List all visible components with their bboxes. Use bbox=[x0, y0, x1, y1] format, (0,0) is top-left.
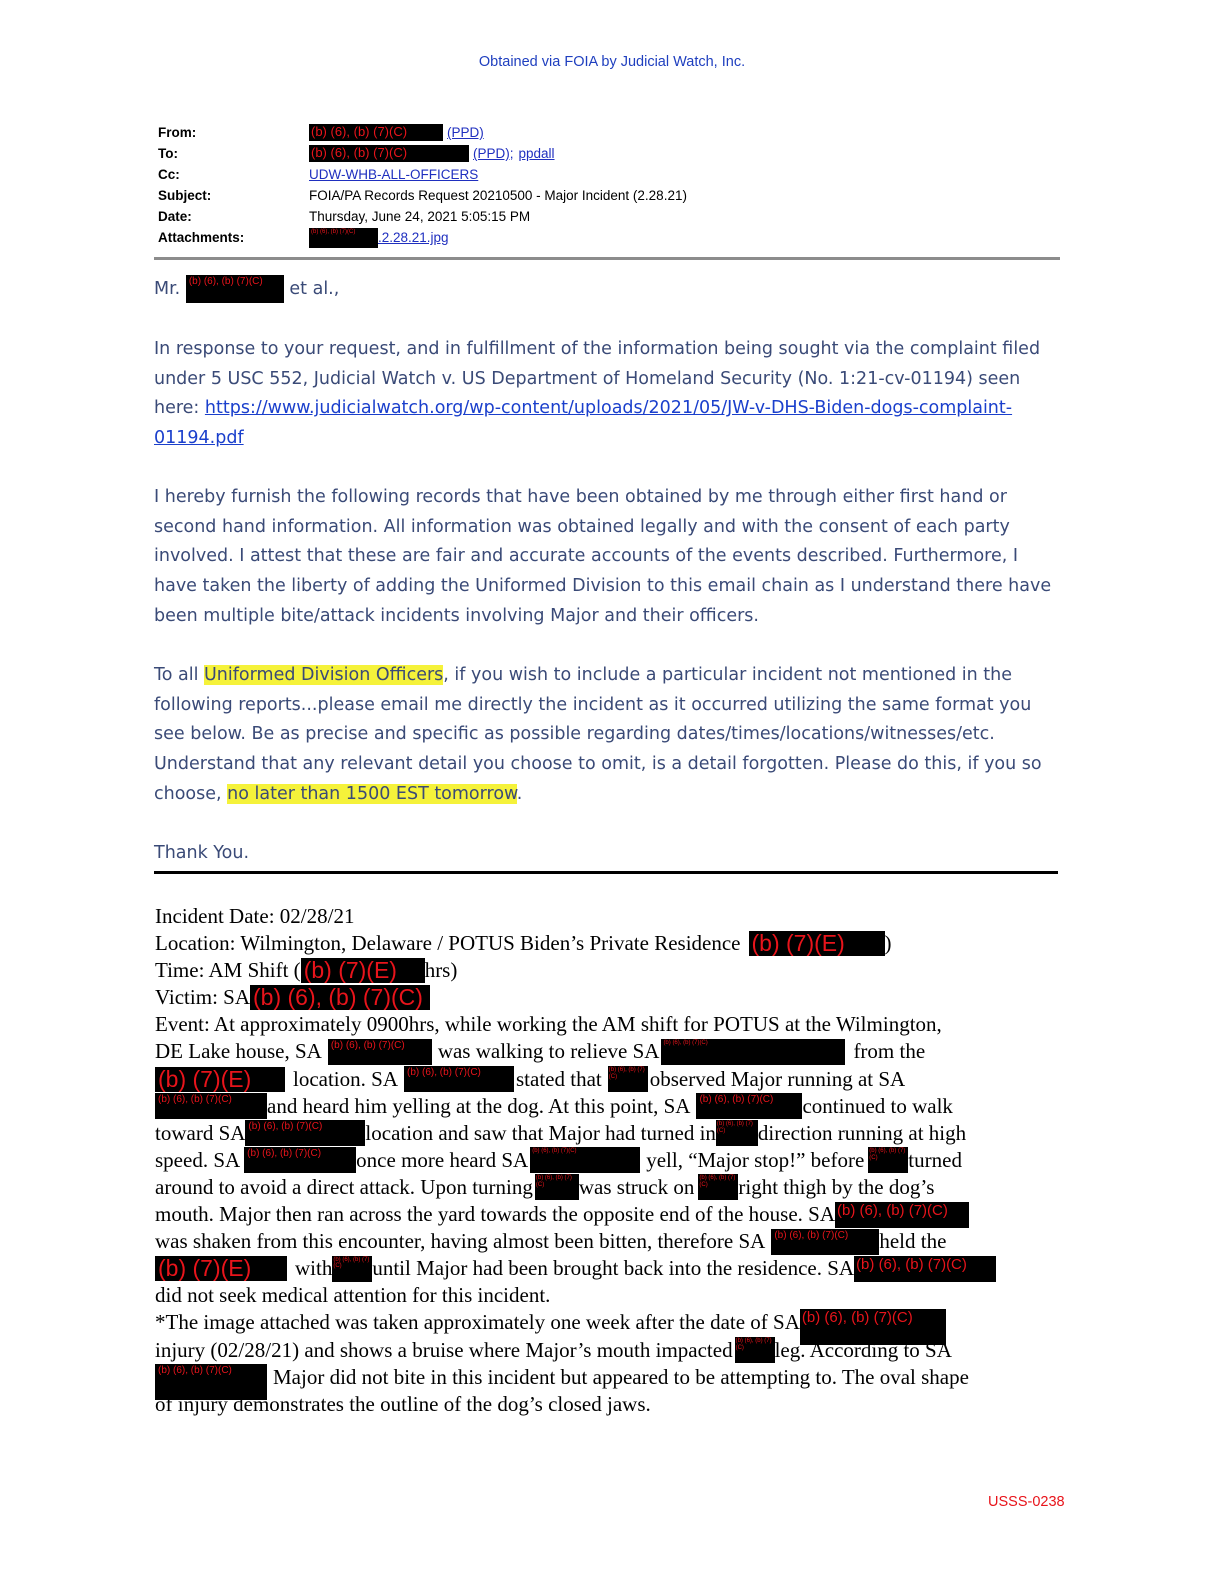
redaction-box: (b) (6), (b) (7)(C) bbox=[771, 1229, 879, 1255]
redaction-box: (b) (6), (b) (7)(C) bbox=[800, 1309, 946, 1345]
incident-event-text: yell, “Major stop!” before bbox=[646, 1147, 865, 1172]
highlight-uniformed-division: Uniformed Division Officers bbox=[204, 665, 444, 685]
foia-banner: Obtained via FOIA by Judicial Watch, Inc. bbox=[478, 54, 746, 70]
incident-event-text: turned bbox=[908, 1147, 962, 1172]
redaction-box: (b) (6), (b) (7)(C) bbox=[244, 1147, 356, 1173]
incident-note-text: of injury demonstrates the outline of the dog’s closed jaws. bbox=[155, 1391, 651, 1416]
from-address-link[interactable]: (PPD) bbox=[447, 125, 484, 140]
incident-event-text: direction running at high bbox=[757, 1120, 967, 1145]
subject-value: FOIA/PA Records Request 20210500 - Major Incident (2.28.21) bbox=[309, 188, 687, 203]
incident-event-text: toward SA bbox=[155, 1120, 246, 1145]
redaction-box: (b) (6), (b) (7)(C) bbox=[698, 1174, 738, 1200]
redaction-box: (b) (6), (b) (7)(C) bbox=[309, 124, 443, 141]
incident-line bbox=[155, 930, 1070, 957]
greeting bbox=[154, 275, 1064, 305]
redaction-box: (b) (6), (b) (7)(C) bbox=[328, 1039, 432, 1065]
incident-line bbox=[155, 1011, 1070, 1038]
redaction-box: (b) (6), (b) (7)(C) bbox=[868, 1147, 908, 1173]
paragraph-records: I hereby furnish the following records that have been obtained by me through either first hand or second hand information. All information was obtained legally and with the consent of each party involved. I attest that these are fair and accurate accounts of the events described. Furthermore, I have taken the liberty of adding the Uniformed Division to this email chain as I understand there have been multiple bite/attack incidents involving Major and their officers. bbox=[154, 487, 1052, 626]
redaction-box: (b) (6), (b) (7)(C) bbox=[835, 1202, 969, 1228]
incident-line bbox=[155, 957, 1070, 984]
redaction-box: (b) (6), (b) (7)(C) bbox=[530, 1147, 640, 1173]
cc-label: Cc: bbox=[158, 167, 180, 182]
incident-line bbox=[155, 1093, 1070, 1120]
incident-line bbox=[155, 1282, 1070, 1309]
incident-event-text: speed. SA bbox=[155, 1147, 241, 1172]
p3-text-a: To all bbox=[154, 665, 204, 685]
incident-line bbox=[155, 1147, 1070, 1174]
cc-link[interactable]: UDW-WHB-ALL-OFFICERS bbox=[309, 167, 479, 182]
email-header bbox=[158, 122, 1058, 248]
redaction-box: (b) (7)(E) bbox=[301, 958, 425, 983]
redaction-box: (b) (6), (b) (7)(C) bbox=[854, 1256, 996, 1282]
incident-event-text: location. SA bbox=[293, 1066, 398, 1091]
incident-event-text: around to avoid a direct attack. Upon turning bbox=[155, 1174, 533, 1199]
incident-event-text: Event: At approximately 0900hrs, while working the AM shift for POTUS at the Wilmington, bbox=[155, 1012, 942, 1037]
incident-line bbox=[155, 1391, 1070, 1418]
incident-location: Location: Wilmington, Delaware / POTUS Biden’s Private Residence bbox=[155, 931, 741, 956]
redaction-box: (b) (6), (b) (7)(C) bbox=[696, 1093, 802, 1119]
incident-line bbox=[155, 984, 1070, 1011]
incident-date: Incident Date: 02/28/21 bbox=[155, 904, 355, 928]
incident-event-text: once more heard SA bbox=[356, 1147, 529, 1172]
incident-location-end: ) bbox=[884, 931, 892, 956]
incident-line bbox=[155, 1120, 1070, 1147]
incident-event-text: mouth. Major then ran across the yard towards the opposite end of the house. SA bbox=[155, 1202, 836, 1227]
redaction-box: (b) (6), (b) (7)(C) bbox=[608, 1066, 648, 1092]
from-label: From: bbox=[158, 125, 197, 140]
to-row bbox=[158, 143, 1058, 164]
incident-note-text: Major did not bite in this incident but appeared to be attempting to. The oval shape bbox=[273, 1364, 969, 1389]
from-row bbox=[158, 122, 1058, 143]
incident-event-text: and heard him yelling at the dog. At this point, SA bbox=[267, 1093, 691, 1118]
subject-row bbox=[158, 185, 1058, 206]
incident-line bbox=[155, 903, 1070, 930]
incident-event-text: was struck on bbox=[578, 1174, 695, 1199]
redaction-box: (b) (6), (b) (7)(C) bbox=[245, 1120, 365, 1146]
sign-off: Thank You. bbox=[154, 843, 250, 863]
incident-line bbox=[155, 1255, 1070, 1282]
greeting-end: et al., bbox=[289, 279, 340, 299]
redaction-box: (b) (6), (b) (7)(C) bbox=[309, 228, 378, 248]
incident-line bbox=[155, 1174, 1070, 1201]
redaction-box: (b) (6), (b) (7)(C) bbox=[735, 1337, 775, 1363]
to-ppdall-link[interactable]: ppdall bbox=[518, 146, 555, 161]
subject-label: Subject: bbox=[158, 188, 212, 203]
highlight-deadline: no later than 1500 EST tomorrow bbox=[227, 783, 517, 804]
paragraph-request-text: In response to your request, and in fulfillment of the information being sought via the complaint filed under 5 USC 552, Judicial Watch v. US Department of Homeland Security (No. 1:21-cv-01194) seen here: bbox=[154, 339, 1041, 419]
to-address-link[interactable]: (PPD); bbox=[473, 146, 514, 161]
body-divider bbox=[154, 871, 1058, 874]
incident-event-text: location and saw that Major had turned in bbox=[365, 1120, 716, 1145]
incident-event-text: DE Lake house, SA bbox=[155, 1039, 322, 1064]
incident-victim: Victim: SA bbox=[155, 985, 250, 1010]
redaction-box: (b) (6), (b) (7)(C) bbox=[155, 1093, 267, 1119]
incident-event-text: observed Major running at SA bbox=[649, 1066, 906, 1091]
attachment-link[interactable]: .2.28.21.jpg bbox=[378, 230, 449, 245]
incident-event-text: from the bbox=[853, 1039, 926, 1064]
header-divider bbox=[154, 257, 1060, 260]
redaction-box: (b) (6), (b) (7)(C) bbox=[332, 1256, 372, 1282]
incident-note-text: *The image attached was taken approximately one week after the date of SA bbox=[155, 1310, 800, 1335]
incident-note-text: injury (02/28/21) and shows a bruise where Major’s mouth impacted bbox=[155, 1337, 733, 1362]
p3-text-c: . bbox=[516, 783, 523, 804]
redaction-box: (b) (7)(E) bbox=[155, 1067, 285, 1092]
incident-time: Time: AM Shift ( bbox=[155, 958, 301, 983]
date-label: Date: bbox=[158, 209, 192, 224]
incident-event-text: did not seek medical attention for this incident. bbox=[155, 1283, 551, 1308]
incident-line bbox=[155, 1038, 1070, 1065]
greeting-start: Mr. bbox=[154, 279, 181, 299]
bates-number: USSS-0238 bbox=[988, 1494, 1065, 1510]
incident-event-text: right thigh by the dog’s bbox=[738, 1174, 935, 1199]
complaint-link[interactable]: https://www.judicialwatch.org/wp-content/uploads/2021/05/JW-v-DHS-Biden-dogs-complaint-01194.pdf bbox=[154, 398, 1013, 449]
incident-line bbox=[155, 1309, 1070, 1336]
date-row bbox=[158, 206, 1058, 227]
date-value: Thursday, June 24, 2021 5:05:15 PM bbox=[309, 209, 531, 224]
attachments-label: Attachments: bbox=[158, 230, 245, 245]
incident-line bbox=[155, 1337, 1070, 1364]
redaction-box: (b) (6), (b) (7)(C) bbox=[535, 1174, 579, 1200]
redaction-box: (b) (6), (b) (7)(C) bbox=[186, 275, 284, 303]
to-label: To: bbox=[158, 146, 178, 161]
incident-event-text: with bbox=[295, 1256, 333, 1281]
incident-line bbox=[155, 1201, 1070, 1228]
cc-row bbox=[158, 164, 1058, 185]
incident-note-text: leg. According to SA bbox=[774, 1337, 952, 1362]
redaction-box: (b) (6), (b) (7)(C) bbox=[716, 1120, 758, 1146]
incident-event-text: stated that bbox=[516, 1066, 602, 1091]
incident-event-text: until Major had been brought back into the residence. SA bbox=[372, 1256, 855, 1281]
redaction-box: (b) (6), (b) (7)(C) bbox=[661, 1039, 845, 1065]
incident-time-end: hrs) bbox=[424, 958, 458, 983]
incident-line bbox=[155, 1228, 1070, 1255]
redaction-box: (b) (7)(E) bbox=[155, 1256, 287, 1281]
attachments-row bbox=[158, 227, 1058, 248]
incident-event-text: was walking to relieve SA bbox=[437, 1039, 660, 1064]
incident-line bbox=[155, 1066, 1070, 1093]
incident-event-text: was shaken from this encounter, having almost been bitten, therefore SA bbox=[155, 1229, 766, 1254]
incident-event-text: held the bbox=[879, 1229, 947, 1254]
redaction-box: (b) (6), (b) (7)(C) bbox=[309, 145, 469, 162]
incident-report bbox=[155, 903, 1070, 1418]
redaction-box: (b) (6), (b) (7)(C) bbox=[155, 1364, 267, 1400]
redaction-box: (b) (6), (b) (7)(C) bbox=[250, 985, 430, 1010]
redaction-box: (b) (6), (b) (7)(C) bbox=[404, 1066, 514, 1092]
paragraph-instructions bbox=[154, 661, 1064, 810]
redaction-box: (b) (7)(E) bbox=[749, 931, 885, 956]
incident-line bbox=[155, 1364, 1070, 1391]
paragraph-request bbox=[154, 335, 1064, 454]
p3-text-b: , if you wish to include a particular incident not mentioned in the following reports...please email me directly the incident as it occurred utilizing the same format you see below. Be as precise and specific as possible regarding dates/times/locations/witnesses/etc. Understand that any relevant detail you choose to omit, is a detail forgotten. Please do this, if you so choose, bbox=[154, 665, 1042, 804]
incident-event-text: continued to walk bbox=[802, 1093, 953, 1118]
